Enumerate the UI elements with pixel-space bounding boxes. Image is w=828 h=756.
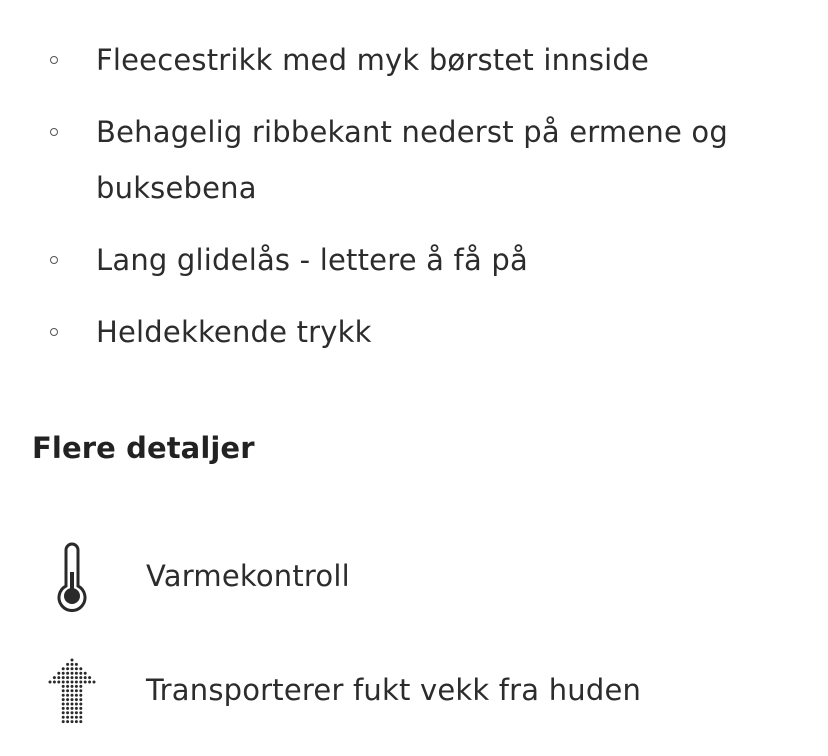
- details-heading: Flere detaljer: [32, 431, 255, 465]
- detail-item-heat-control: [0, 540, 828, 620]
- detail-item-label: Transporterer fukt vekk fra huden: [146, 673, 642, 707]
- bullet-circle-icon: [50, 56, 58, 64]
- bullet-circle-icon: [50, 128, 58, 136]
- list-item-text: Heldekkende trykk: [96, 315, 372, 349]
- detail-item-moisture-transport: [0, 654, 828, 734]
- list-item-text: Fleecestrikk med myk børstet innside: [96, 43, 650, 77]
- bullet-circle-icon: [50, 256, 58, 264]
- list-item-text: Behagelig ribbekant nederst på ermene og buksebena: [96, 115, 728, 205]
- list-item-text: Lang glidelås - lettere å få på: [96, 243, 528, 277]
- detail-item-label: Varmekontroll: [146, 559, 350, 593]
- thermometer-icon: [44, 542, 100, 612]
- bullet-circle-icon: [50, 328, 58, 336]
- moisture-transport-icon: [44, 656, 100, 726]
